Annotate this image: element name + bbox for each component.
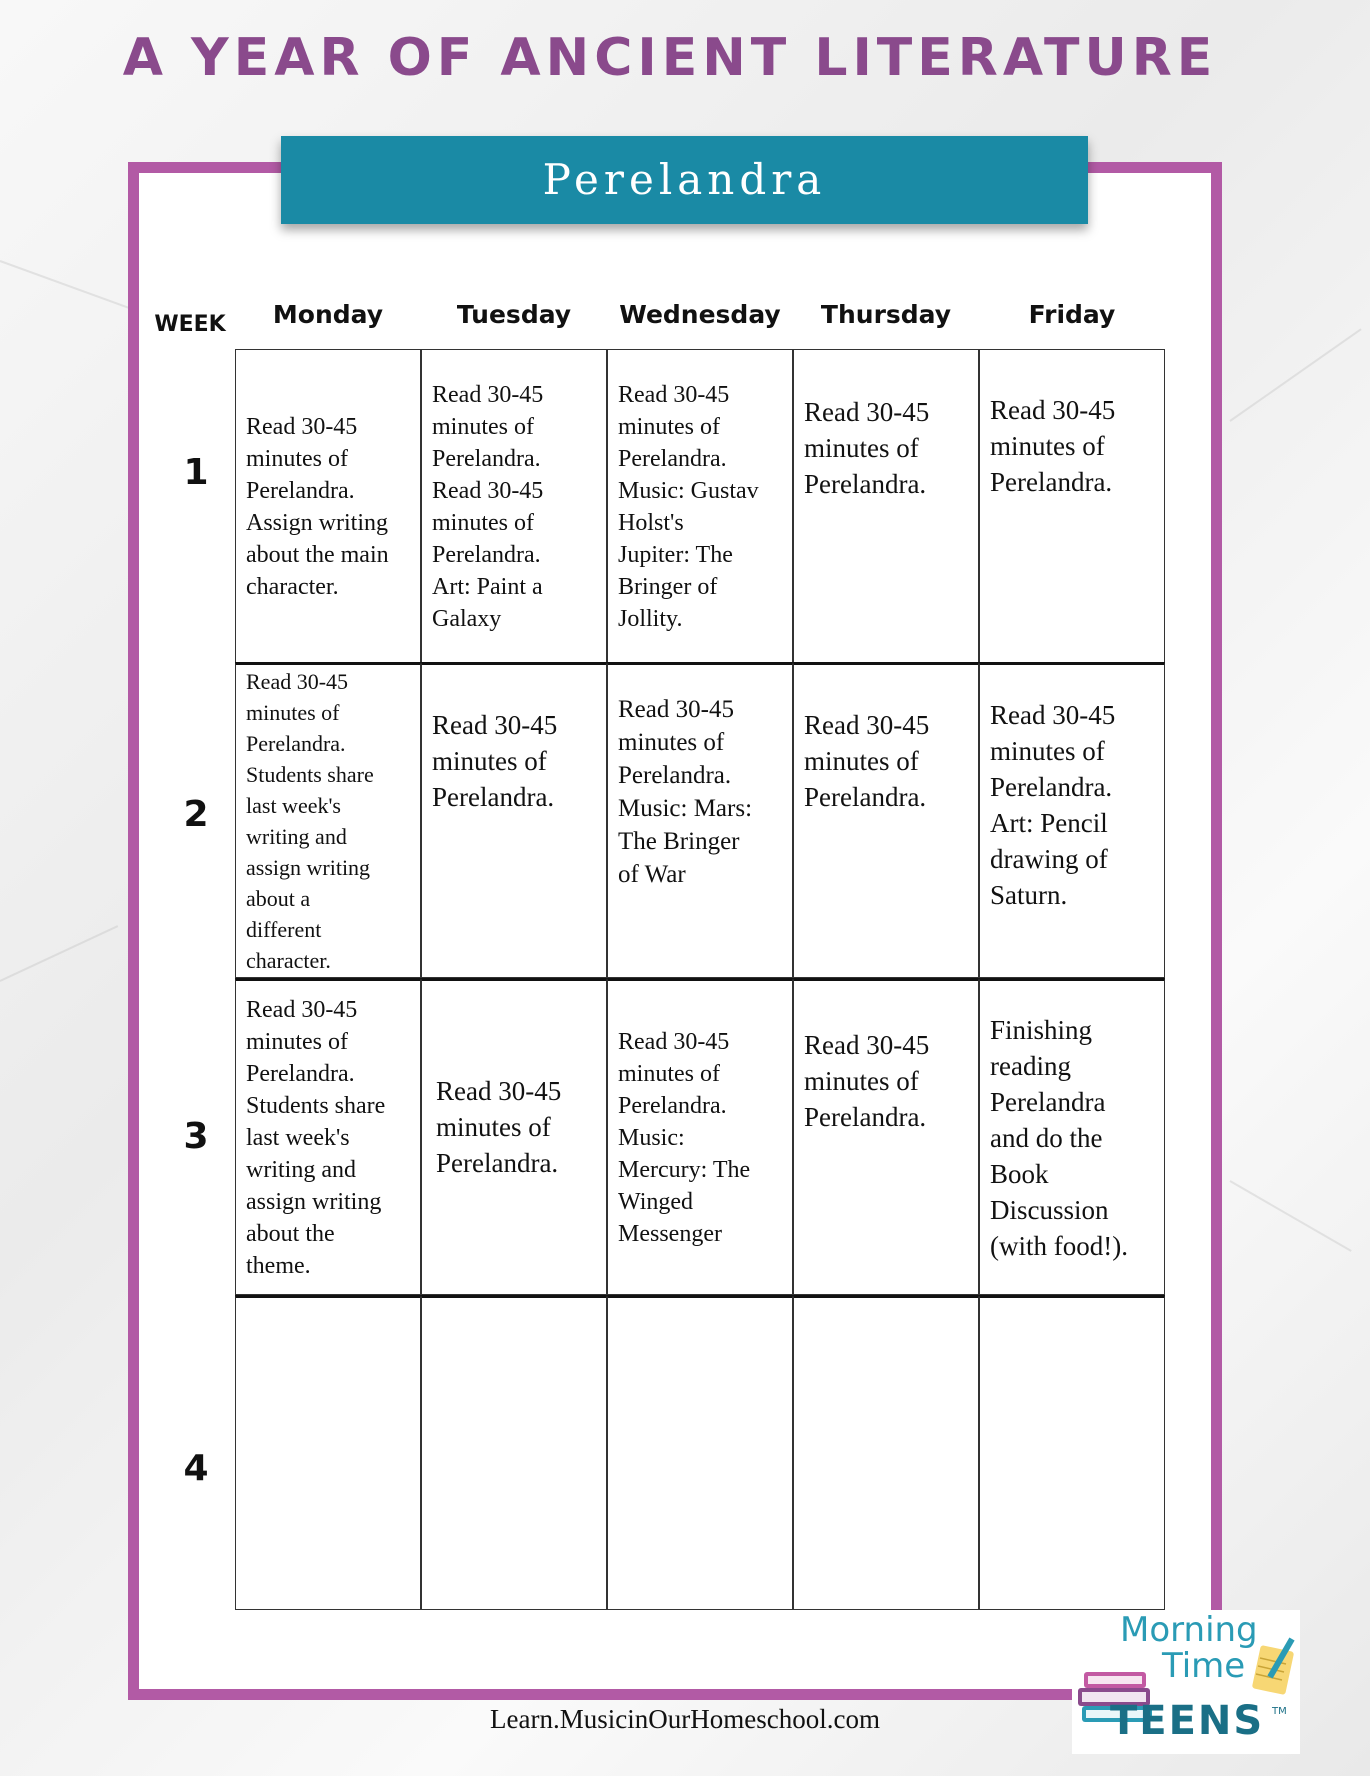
day-header-tuesday: Tuesday <box>456 300 572 329</box>
cell-text: Read 30-45 minutes of Perelandra. Students share last week's writing and assign writing about a different character. <box>246 669 374 973</box>
cell-text: Read 30-45 minutes of Perelandra. <box>990 395 1116 497</box>
book-title-banner: Perelandra <box>281 136 1088 224</box>
schedule-cell-w4-thursday <box>793 1295 979 1610</box>
cell-text: Read 30-45 minutes of Perelandra. Assign writing about the main character. <box>246 413 389 600</box>
schedule-cell-w1-wednesday <box>607 349 793 664</box>
cell-text: Read 30-45 minutes of Perelandra. Art: Pencil drawing of Saturn. <box>990 700 1116 910</box>
cell-text: Read 30-45 minutes of Perelandra. Music: Gustav Holst's Jupiter: The Bringer of Jollity. <box>618 381 759 632</box>
marble-vein <box>0 925 118 982</box>
schedule-cell-w3-thursday <box>793 978 979 1295</box>
schedule-cell-w4-friday <box>979 1295 1165 1610</box>
schedule-cell-w3-tuesday <box>421 978 607 1295</box>
cell-text: Read 30-45 minutes of Perelandra. Students share last week's writing and assign writing about the theme. <box>246 996 386 1279</box>
logo-text-morning: Morning <box>1120 1610 1258 1650</box>
cell-text: Read 30-45 minutes of Perelandra. <box>804 1030 930 1132</box>
cell-text: Read 30-45 minutes of Perelandra. <box>432 710 558 812</box>
week-number: 2 <box>183 794 209 835</box>
marble-vein <box>1230 1180 1352 1252</box>
schedule-cell-w1-friday <box>979 349 1165 664</box>
schedule-cell-w2-thursday <box>793 662 979 978</box>
week-number: 1 <box>183 452 209 493</box>
cell-text: Finishing reading Perelandra and do the Book Discussion (with food!). <box>990 1014 1128 1261</box>
schedule-cell-w2-friday <box>979 662 1165 978</box>
schedule-cell-w1-tuesday <box>421 349 607 664</box>
schedule-cell-w4-wednesday <box>607 1295 793 1610</box>
cell-text: Read 30-45 minutes of Perelandra. <box>804 710 930 812</box>
day-header-wednesday: Wednesday <box>619 300 781 329</box>
schedule-cell-w1-monday <box>235 349 421 664</box>
notebook-pencil-icon <box>1250 1634 1298 1704</box>
cell-text: Read 30-45 minutes of Perelandra. Read 30-45 minutes of Perelandra. Art: Paint a Galaxy <box>432 381 544 632</box>
schedule-cell-w2-monday <box>235 662 421 978</box>
schedule-cell-w2-tuesday <box>421 662 607 978</box>
page-title: A YEAR OF ANCIENT LITERATURE <box>122 28 1218 88</box>
schedule-cell-w2-wednesday <box>607 662 793 978</box>
schedule-cell-w3-friday <box>979 978 1165 1295</box>
schedule-cell-w3-monday <box>235 978 421 1295</box>
cell-text: Read 30-45 minutes of Perelandra. <box>436 1076 562 1178</box>
cell-text: Read 30-45 minutes of Perelandra. Music: Mars: The Bringer of War <box>618 696 753 888</box>
marble-vein <box>1229 328 1361 421</box>
week-column-label: WEEK <box>154 312 226 337</box>
schedule-cell-w4-monday <box>235 1295 421 1610</box>
day-header-thursday: Thursday <box>820 300 952 329</box>
cell-text: Read 30-45 minutes of Perelandra. <box>804 397 930 499</box>
schedule-cell-w3-wednesday <box>607 978 793 1295</box>
logo-text-time: Time <box>1162 1646 1246 1686</box>
cell-text: Read 30-45 minutes of Perelandra. Music: Mercury: The Winged Messenger <box>618 1028 751 1247</box>
website-url: Learn.MusicinOurHomeschool.com <box>490 1704 880 1734</box>
schedule-cell-w4-tuesday <box>421 1295 607 1610</box>
week-number: 3 <box>183 1116 209 1157</box>
schedule-cell-w1-thursday <box>793 349 979 664</box>
day-header-friday: Friday <box>1028 300 1116 329</box>
morning-time-teens-logo <box>1072 1610 1300 1754</box>
logo-text-teens: TEENS <box>1110 1698 1265 1744</box>
trademark-mark: TM <box>1272 1706 1287 1717</box>
day-header-monday: Monday <box>272 300 384 329</box>
week-number: 4 <box>183 1448 209 1489</box>
